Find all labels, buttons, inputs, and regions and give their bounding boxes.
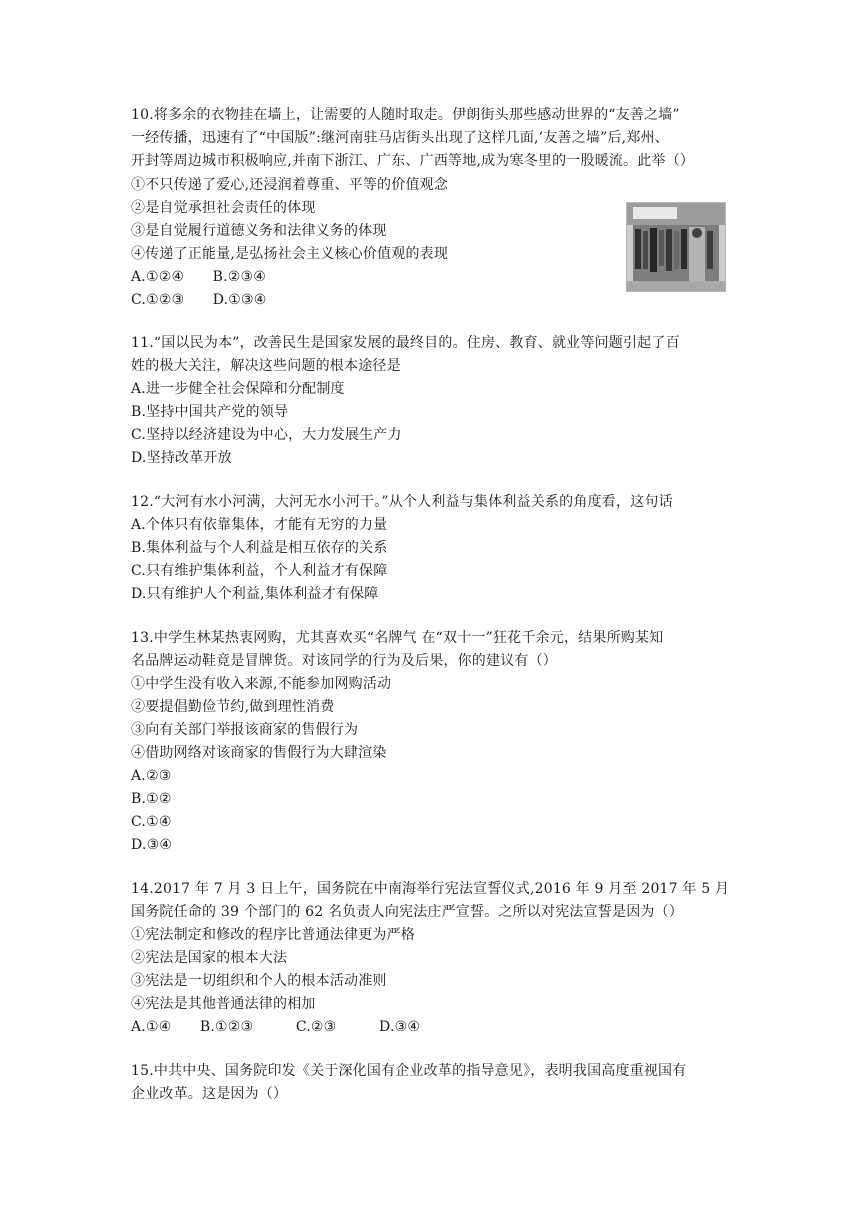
question-stem-line: 开封等周边城市积极响应,并南下浙江、广东、广西等地,成为寒冬里的一股暖流。此举（） — [131, 153, 695, 169]
statement-line: ③宪法是一切组织和个人的根本活动准则 — [131, 973, 387, 989]
statement-line: ④传递了正能量,是弘扬社会主义核心价值观的表现 — [131, 246, 449, 262]
question-stem-line: 一经传播，迅速有了“中国版”:继河南驻马店街头出现了这样几面,’友善之墙”后,郑州、 — [131, 130, 669, 146]
question-stem-line: 企业改革。这是因为（） — [131, 1086, 288, 1102]
question-stem-line: 10.将多余的衣物挂在墙上，让需要的人随时取走。伊朗街头那些感动世界的“友善之墙” — [131, 107, 680, 123]
question-stem-line: 12.“大河有水小河满，大河无水小河干。”从个人利益与集体利益关系的角度看，这句话 — [131, 494, 673, 510]
question-stem-line: 13.中学生林某热衷网购，尤其喜欢买“名牌气 在“双十一”狂花千余元，结果所购某知 — [131, 630, 664, 646]
statement-line: ②宪法是国家的根本大法 — [131, 950, 288, 966]
friendly-wall-photo-icon — [626, 202, 726, 292]
question-stem-line: 15.中共中央、国务院印发《关于深化国有企业改革的指导意见》，表明我国高度重视国有 — [131, 1063, 687, 1079]
statement-line: ③向有关部门举报该商家的售假行为 — [131, 722, 359, 738]
answer-options-line: C.①②③ D.①③④ — [131, 292, 267, 308]
answer-option: B.坚持中国共产党的领导 — [131, 404, 289, 420]
answer-option: B.①② — [131, 791, 172, 807]
statement-line: ①不只传递了爱心,还浸润着尊重、平等的价值观念 — [131, 177, 449, 193]
answer-option: C.①④ — [131, 814, 172, 830]
question-stem-line: 国务院任命的 39 个部门的 62 名负责人向宪法庄严宣誓。之所以对宪法宣誓是因为（） — [131, 904, 684, 920]
answer-option: D.坚持改革开放 — [131, 450, 232, 466]
statement-line: ②是自觉承担社会责任的体现 — [131, 200, 316, 216]
answer-option: D.只有维护人个利益,集体利益才有保障 — [131, 586, 379, 602]
statement-line: ②要提倡勤俭节约,做到理性消费 — [131, 699, 335, 715]
question-stem-line: 姓的极大关注，解决这些问题的根本途径是 — [131, 358, 401, 374]
statement-line: ④借助网络对该商家的售假行为大肆渲染 — [131, 745, 387, 761]
answer-options-line: A.①②④ B.②③④ — [131, 269, 267, 285]
question-stem-line: 11.“国以民为本”，改善民生是国家发展的最终目的。住房、教育、就业等问题引起了百 — [131, 335, 680, 351]
answer-option: B.集体利益与个人利益是相互依存的关系 — [131, 540, 388, 556]
answer-option: C.只有维护集体利益，个人利益才有保障 — [131, 563, 388, 579]
answer-option: A.进一步健全社会保障和分配制度 — [131, 381, 345, 397]
answer-option: A.个体只有依靠集体，才能有无穷的力量 — [131, 517, 388, 533]
answer-option: D.③④ — [131, 837, 173, 853]
answer-option: A.②③ — [131, 768, 172, 784]
statement-line: ①宪法制定和修改的程序比普通法律更为严格 — [131, 927, 415, 943]
answer-options-line: A.①④ B.①②③ C.②③ D.③④ — [131, 1019, 421, 1035]
answer-option: C.坚持以经济建设为中心，大力发展生产力 — [131, 427, 402, 443]
statement-line: ③是自觉履行道德义务和法律义务的体现 — [131, 223, 387, 239]
question-stem-line: 名品牌运动鞋竟是冒牌货。对该同学的行为及后果，你的建议有（） — [131, 653, 557, 669]
statement-line: ④宪法是其他普通法律的相加 — [131, 996, 316, 1012]
question-stem-line: 14.2017 年 7 月 3 日上午，国务院在中南海举行宪法宣誓仪式,2016 年 9 月至 2017 年 5 月 — [131, 881, 730, 897]
statement-line: ①中学生没有收入来源,不能参加网购活动 — [131, 676, 392, 692]
